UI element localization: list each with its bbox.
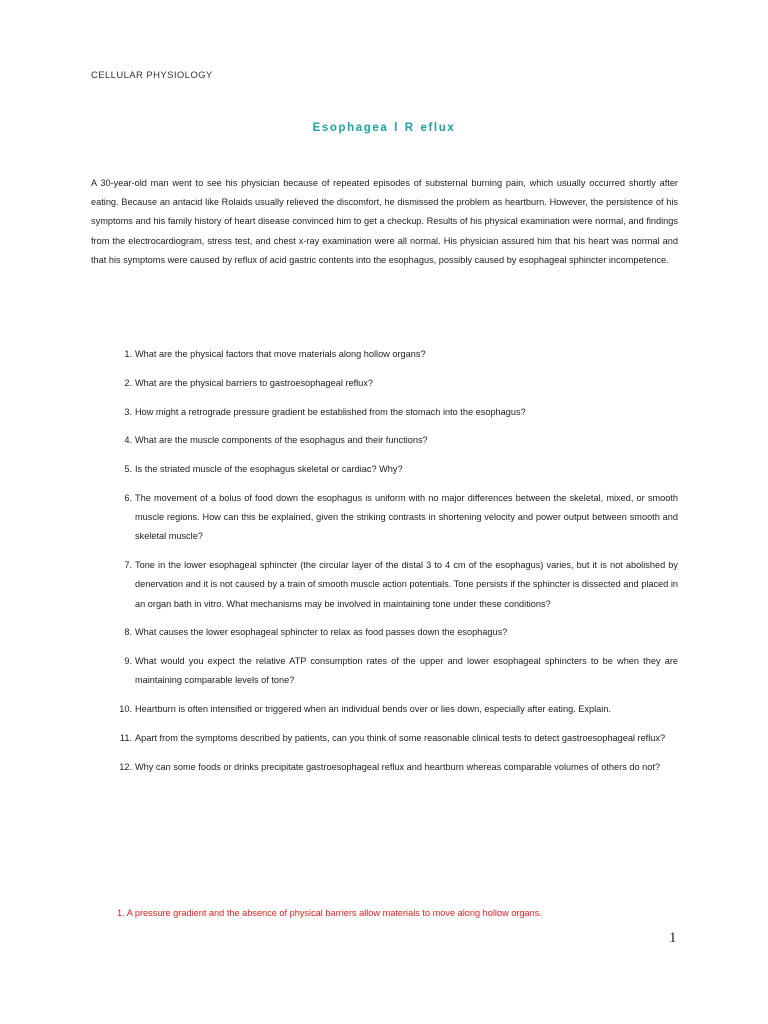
question-text: Is the striated muscle of the esophagus skeletal or cardiac? Why? (135, 464, 403, 475)
question-item (91, 345, 678, 364)
question-item (91, 403, 678, 422)
question-item (91, 431, 678, 450)
question-item (91, 460, 678, 479)
question-item (91, 729, 678, 748)
question-item (91, 374, 678, 393)
question-number: 8. (124, 627, 132, 638)
question-text: How might a retrograde pressure gradient be established from the stomach into the esophagus? (135, 406, 526, 417)
question-number: 10. (119, 704, 132, 715)
question-text: The movement of a bolus of food down the esophagus is uniform with no major differences between the skeletal, mixed, or smooth muscle regions. How can this be explained, given the striking contrasts in shortening velocity and power output between smooth and skeletal muscle? (135, 492, 678, 542)
answer-text: 1. A pressure gradient and the absence of physical barriers allow materials to move along hollow organs. (117, 908, 542, 918)
question-item (91, 700, 678, 719)
question-text: Tone in the lower esophageal sphincter (the circular layer of the distal 3 to 4 cm of the esophagus) varies, but it is not abolished by denervation and it is not caused by a train of smooth muscle action potentials. Tone persists if the sphincter is dissected and placed in an organ bath in vitro. What mechanisms may be involved in maintaining tone under these conditions? (135, 560, 678, 609)
question-text: Why can some foods or drinks precipitate gastroesophageal reflux and heartburn whereas comparable volumes of others do not? (135, 761, 661, 772)
question-text: What are the muscle components of the esophagus and their functions? (135, 435, 428, 446)
question-number: 11. (119, 732, 132, 743)
question-item (91, 556, 678, 614)
question-item (91, 758, 678, 777)
question-number: 12. (119, 761, 132, 772)
question-number: 5. (124, 464, 132, 475)
question-text: What are the physical barriers to gastroesophageal reflux? (135, 377, 373, 388)
question-number: 4. (124, 435, 132, 446)
question-text: Heartburn is often intensified or triggered when an individual bends over or lies down, especially after eating. Explain. (135, 704, 611, 715)
document-title: Esophagea l R eflux (312, 122, 456, 134)
question-number: 6. (124, 492, 132, 503)
question-text: What causes the lower esophageal sphincter to relax as food passes down the esophagus? (135, 627, 508, 638)
question-number: 7. (124, 560, 132, 571)
question-number: 2. (124, 377, 132, 388)
question-list (91, 345, 678, 777)
question-text: Apart from the symptoms described by patients, can you think of some reasonable clinical tests to detect gastroesophageal reflux? (135, 732, 666, 743)
question-text: What would you expect the relative ATP consumption rates of the upper and lower esophageal sphincters to be when they are maintaining comparable levels of tone? (135, 656, 678, 686)
case-description: A 30-year-old man went to see his physician because of repeated episodes of substernal burning pain, which usually occurred shortly after eating. Because an antacid like Rolaids usually relieved the discomfort, he dismissed the problem as heartburn. However, the persistence of his symptoms and his family history of heart disease convinced him to get a checkup. Results of his physical examination were normal, and findings from the electrocardiogram, stress test, and chest x-ray examination were all normal. His physician assured him that his heart was normal and that his symptoms were caused by reflux of acid gastric contents into the esophagus, possibly caused by esophageal sphincter incompetence. (91, 178, 678, 265)
running-header: CELLULAR PHYSIOLOGY (91, 70, 213, 81)
question-number: 1. (124, 349, 132, 359)
question-number: 9. (124, 656, 132, 667)
question-number: 3. (124, 406, 132, 417)
page-number: 1 (669, 930, 677, 946)
question-item (91, 652, 678, 690)
question-text: What are the physical factors that move materials along hollow organs? (135, 349, 426, 359)
question-item (91, 489, 678, 547)
question-item (91, 623, 678, 642)
